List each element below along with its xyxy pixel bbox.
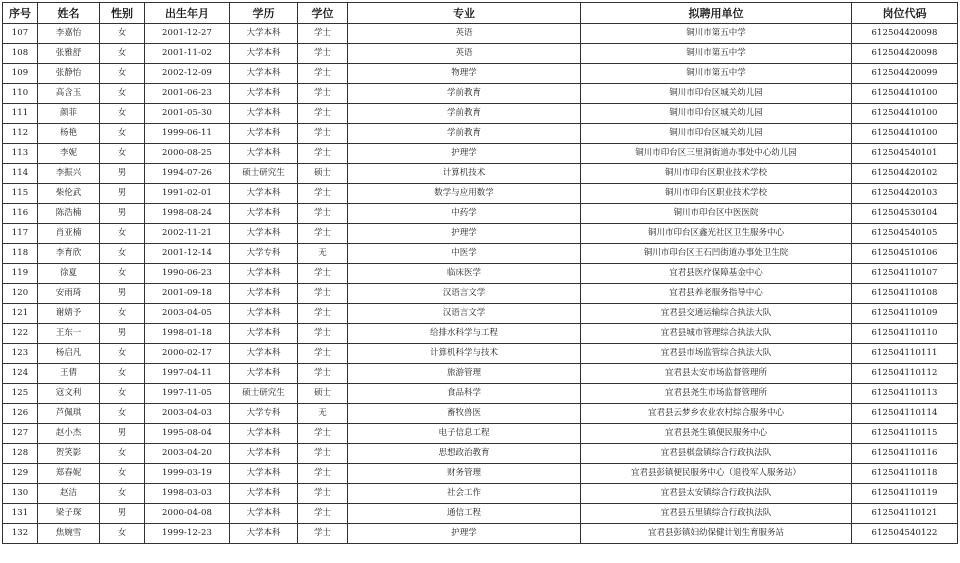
cell-position-code: 612504510106 [852,244,958,264]
cell-education: 硕士研究生 [230,164,298,184]
cell-degree: 学士 [298,424,348,444]
cell-major: 计算机技术 [348,164,581,184]
cell-name: 安雨琦 [38,284,100,304]
header-major: 专业 [348,3,581,24]
header-degree: 学位 [298,3,348,24]
cell-hiring-unit: 宜君县太安市场监督管理所 [581,364,852,384]
cell-birth-date: 2000-08-25 [145,144,230,164]
cell-education: 大学本科 [230,524,298,544]
cell-seq: 123 [3,344,38,364]
table-row [3,304,958,324]
cell-gender: 男 [100,204,145,224]
cell-gender: 女 [100,44,145,64]
cell-position-code: 612504110110 [852,324,958,344]
cell-position-code: 612504410100 [852,84,958,104]
cell-hiring-unit: 铜川市印台区王石凹街道办事处卫生院 [581,244,852,264]
header-hiring-unit: 拟聘用单位 [581,3,852,24]
cell-hiring-unit: 铜川市第五中学 [581,64,852,84]
cell-gender: 女 [100,404,145,424]
cell-major: 护理学 [348,224,581,244]
cell-gender: 女 [100,484,145,504]
cell-position-code: 612504110111 [852,344,958,364]
cell-seq: 129 [3,464,38,484]
cell-seq: 108 [3,44,38,64]
cell-major: 护理学 [348,524,581,544]
cell-education: 大学本科 [230,64,298,84]
cell-degree: 学士 [298,444,348,464]
cell-birth-date: 2003-04-05 [145,304,230,324]
cell-education: 大学本科 [230,204,298,224]
header-seq: 序号 [3,3,38,24]
cell-gender: 女 [100,224,145,244]
cell-position-code: 612504110109 [852,304,958,324]
cell-birth-date: 2001-09-18 [145,284,230,304]
table-row [3,204,958,224]
cell-gender: 男 [100,164,145,184]
cell-major: 畜牧兽医 [348,404,581,424]
table-body [3,24,958,544]
cell-birth-date: 1998-01-18 [145,324,230,344]
header-position-code: 岗位代码 [852,3,958,24]
cell-name: 徐夏 [38,264,100,284]
cell-birth-date: 2003-04-03 [145,404,230,424]
cell-birth-date: 1995-08-04 [145,424,230,444]
cell-major: 汉语言文学 [348,284,581,304]
cell-position-code: 612504110121 [852,504,958,524]
cell-seq: 122 [3,324,38,344]
cell-degree: 学士 [298,464,348,484]
table-row [3,384,958,404]
cell-seq: 124 [3,364,38,384]
cell-birth-date: 2003-04-20 [145,444,230,464]
cell-gender: 女 [100,344,145,364]
cell-degree: 学士 [298,524,348,544]
cell-gender: 女 [100,364,145,384]
cell-gender: 女 [100,524,145,544]
cell-birth-date: 1991-02-01 [145,184,230,204]
table-row [3,424,958,444]
cell-seq: 119 [3,264,38,284]
cell-position-code: 612504410100 [852,104,958,124]
table-row [3,224,958,244]
table-row [3,244,958,264]
cell-education: 大学本科 [230,224,298,244]
cell-gender: 女 [100,24,145,44]
cell-birth-date: 2000-02-17 [145,344,230,364]
cell-hiring-unit: 宜君县尧生市场监督管理所 [581,384,852,404]
cell-seq: 116 [3,204,38,224]
cell-name: 张雅舒 [38,44,100,64]
cell-gender: 女 [100,264,145,284]
table-row [3,464,958,484]
table-row [3,364,958,384]
cell-gender: 男 [100,424,145,444]
cell-education: 大学本科 [230,264,298,284]
cell-seq: 127 [3,424,38,444]
cell-gender: 女 [100,84,145,104]
cell-degree: 学士 [298,204,348,224]
table-row [3,524,958,544]
cell-gender: 女 [100,124,145,144]
cell-gender: 女 [100,384,145,404]
cell-birth-date: 1997-11-05 [145,384,230,404]
cell-major: 学前教育 [348,104,581,124]
cell-gender: 女 [100,444,145,464]
cell-major: 思想政治教育 [348,444,581,464]
cell-birth-date: 2000-04-08 [145,504,230,524]
cell-birth-date: 1999-06-11 [145,124,230,144]
cell-hiring-unit: 宜君县云梦乡农业农村综合服务中心 [581,404,852,424]
table-row [3,324,958,344]
cell-name: 梁子琛 [38,504,100,524]
cell-name: 寇文利 [38,384,100,404]
cell-seq: 110 [3,84,38,104]
cell-degree: 学士 [298,484,348,504]
cell-birth-date: 2001-12-14 [145,244,230,264]
cell-education: 大学本科 [230,344,298,364]
cell-major: 临床医学 [348,264,581,284]
cell-position-code: 612504540122 [852,524,958,544]
cell-name: 李育欣 [38,244,100,264]
cell-education: 大学本科 [230,284,298,304]
cell-birth-date: 2001-05-30 [145,104,230,124]
cell-position-code: 612504530104 [852,204,958,224]
cell-hiring-unit: 宜君县棋盘镇综合行政执法队 [581,444,852,464]
cell-seq: 111 [3,104,38,124]
cell-seq: 121 [3,304,38,324]
cell-hiring-unit: 铜川市印台区职业技术学校 [581,164,852,184]
cell-name: 芦佩琪 [38,404,100,424]
cell-position-code: 612504540101 [852,144,958,164]
cell-major: 护理学 [348,144,581,164]
cell-major: 食品科学 [348,384,581,404]
cell-education: 大学本科 [230,504,298,524]
cell-hiring-unit: 铜川市印台区城关幼儿园 [581,124,852,144]
cell-position-code: 612504110108 [852,284,958,304]
cell-education: 大学本科 [230,484,298,504]
cell-education: 大学本科 [230,304,298,324]
recruitment-table [2,2,958,544]
cell-position-code: 612504420098 [852,44,958,64]
cell-hiring-unit: 铜川市印台区职业技术学校 [581,184,852,204]
cell-education: 大学本科 [230,184,298,204]
cell-name: 王东一 [38,324,100,344]
cell-degree: 无 [298,404,348,424]
cell-education: 大学本科 [230,464,298,484]
cell-major: 汉语言文学 [348,304,581,324]
cell-hiring-unit: 宜君县彭镇妇幼保健计划生育服务站 [581,524,852,544]
cell-birth-date: 1998-08-24 [145,204,230,224]
cell-name: 陈浩楠 [38,204,100,224]
cell-degree: 学士 [298,184,348,204]
cell-seq: 120 [3,284,38,304]
cell-hiring-unit: 铜川市印台区城关幼儿园 [581,104,852,124]
cell-name: 张静怡 [38,64,100,84]
cell-name: 李妮 [38,144,100,164]
cell-name: 赵小杰 [38,424,100,444]
table-row [3,44,958,64]
cell-position-code: 612504110115 [852,424,958,444]
cell-major: 旅游管理 [348,364,581,384]
table-row [3,24,958,44]
cell-seq: 125 [3,384,38,404]
cell-degree: 学士 [298,364,348,384]
cell-hiring-unit: 铜川市第五中学 [581,44,852,64]
cell-education: 大学本科 [230,144,298,164]
cell-hiring-unit: 铜川市印台区中医医院 [581,204,852,224]
table-row [3,124,958,144]
cell-position-code: 612504110118 [852,464,958,484]
cell-education: 大学本科 [230,424,298,444]
cell-gender: 女 [100,464,145,484]
cell-major: 通信工程 [348,504,581,524]
cell-seq: 107 [3,24,38,44]
table-row [3,104,958,124]
cell-seq: 109 [3,64,38,84]
cell-name: 颜菲 [38,104,100,124]
cell-major: 财务管理 [348,464,581,484]
cell-gender: 女 [100,144,145,164]
cell-education: 大学本科 [230,104,298,124]
cell-birth-date: 2001-11-02 [145,44,230,64]
cell-name: 柴伦武 [38,184,100,204]
cell-gender: 男 [100,504,145,524]
cell-seq: 118 [3,244,38,264]
cell-name: 李振兴 [38,164,100,184]
cell-position-code: 612504410100 [852,124,958,144]
cell-major: 电子信息工程 [348,424,581,444]
cell-birth-date: 2001-12-27 [145,24,230,44]
header-birth-date: 出生年月 [145,3,230,24]
table-row [3,344,958,364]
cell-education: 大学本科 [230,24,298,44]
cell-hiring-unit: 宜君县交通运输综合执法大队 [581,304,852,324]
header-name: 姓名 [38,3,100,24]
cell-major: 社会工作 [348,484,581,504]
cell-education: 大学专科 [230,404,298,424]
cell-position-code: 612504110113 [852,384,958,404]
cell-hiring-unit: 铜川市印台区三里洞街道办事处中心幼儿园 [581,144,852,164]
table-row [3,484,958,504]
cell-seq: 115 [3,184,38,204]
cell-major: 计算机科学与技术 [348,344,581,364]
cell-education: 大学本科 [230,324,298,344]
header-gender: 性别 [100,3,145,24]
cell-degree: 学士 [298,84,348,104]
table-row [3,264,958,284]
cell-degree: 学士 [298,304,348,324]
cell-position-code: 612504420098 [852,24,958,44]
cell-major: 学前教育 [348,84,581,104]
cell-major: 中药学 [348,204,581,224]
cell-hiring-unit: 宜君县尧生镇便民服务中心 [581,424,852,444]
cell-position-code: 612504420099 [852,64,958,84]
cell-position-code: 612504110107 [852,264,958,284]
cell-seq: 117 [3,224,38,244]
cell-hiring-unit: 铜川市第五中学 [581,24,852,44]
cell-position-code: 612504110116 [852,444,958,464]
cell-name: 李嘉怡 [38,24,100,44]
cell-major: 英语 [348,24,581,44]
cell-position-code: 612504110114 [852,404,958,424]
cell-degree: 学士 [298,504,348,524]
cell-degree: 硕士 [298,384,348,404]
recruitment-list-sheet [2,2,957,544]
cell-degree: 无 [298,244,348,264]
cell-degree: 学士 [298,324,348,344]
cell-name: 郑春妮 [38,464,100,484]
cell-name: 杨艳 [38,124,100,144]
cell-seq: 113 [3,144,38,164]
table-row [3,504,958,524]
cell-gender: 男 [100,184,145,204]
header-education: 学历 [230,3,298,24]
cell-hiring-unit: 铜川市印台区城关幼儿园 [581,84,852,104]
cell-seq: 112 [3,124,38,144]
cell-education: 大学本科 [230,444,298,464]
cell-position-code: 612504110112 [852,364,958,384]
cell-degree: 学士 [298,104,348,124]
cell-seq: 126 [3,404,38,424]
cell-education: 大学本科 [230,124,298,144]
cell-birth-date: 2002-11-21 [145,224,230,244]
cell-gender: 女 [100,244,145,264]
cell-major: 学前教育 [348,124,581,144]
cell-education: 大学本科 [230,364,298,384]
cell-name: 赵洁 [38,484,100,504]
cell-major: 物理学 [348,64,581,84]
cell-gender: 女 [100,104,145,124]
cell-birth-date: 2002-12-09 [145,64,230,84]
table-row [3,284,958,304]
cell-name: 贺笑影 [38,444,100,464]
cell-seq: 128 [3,444,38,464]
cell-name: 焦婉雪 [38,524,100,544]
cell-birth-date: 1998-03-03 [145,484,230,504]
cell-degree: 学士 [298,24,348,44]
cell-degree: 学士 [298,144,348,164]
cell-education: 硕士研究生 [230,384,298,404]
cell-birth-date: 1999-12-23 [145,524,230,544]
table-row [3,84,958,104]
cell-seq: 130 [3,484,38,504]
cell-name: 谢婧予 [38,304,100,324]
cell-hiring-unit: 宜君县太安镇综合行政执法队 [581,484,852,504]
table-header-row [3,3,958,24]
table-row [3,444,958,464]
cell-name: 高含玉 [38,84,100,104]
cell-hiring-unit: 铜川市印台区鑫光社区卫生服务中心 [581,224,852,244]
cell-hiring-unit: 宜君县市场监管综合执法大队 [581,344,852,364]
cell-birth-date: 1997-04-11 [145,364,230,384]
cell-major: 中医学 [348,244,581,264]
cell-hiring-unit: 宜君县医疗保障基金中心 [581,264,852,284]
cell-degree: 学士 [298,284,348,304]
cell-education: 大学本科 [230,44,298,64]
cell-name: 杨启凡 [38,344,100,364]
cell-major: 数学与应用数学 [348,184,581,204]
cell-seq: 131 [3,504,38,524]
cell-birth-date: 2001-06-23 [145,84,230,104]
cell-hiring-unit: 宜君县彭镇便民服务中心（退役军人服务站） [581,464,852,484]
cell-degree: 学士 [298,64,348,84]
cell-major: 英语 [348,44,581,64]
table-row [3,144,958,164]
cell-position-code: 612504420102 [852,164,958,184]
table-row [3,184,958,204]
cell-degree: 硕士 [298,164,348,184]
cell-gender: 女 [100,304,145,324]
cell-name: 肖亚楠 [38,224,100,244]
cell-education: 大学专科 [230,244,298,264]
cell-education: 大学本科 [230,84,298,104]
table-row [3,404,958,424]
cell-gender: 男 [100,284,145,304]
cell-seq: 132 [3,524,38,544]
cell-degree: 学士 [298,44,348,64]
cell-seq: 114 [3,164,38,184]
cell-name: 王倩 [38,364,100,384]
cell-degree: 学士 [298,224,348,244]
cell-degree: 学士 [298,344,348,364]
cell-hiring-unit: 宜君县五里镇综合行政执法队 [581,504,852,524]
cell-birth-date: 1994-07-26 [145,164,230,184]
cell-degree: 学士 [298,264,348,284]
table-row [3,64,958,84]
cell-hiring-unit: 宜君县养老服务指导中心 [581,284,852,304]
cell-position-code: 612504540105 [852,224,958,244]
cell-degree: 学士 [298,124,348,144]
cell-gender: 女 [100,64,145,84]
cell-birth-date: 1999-03-19 [145,464,230,484]
cell-position-code: 612504420103 [852,184,958,204]
cell-gender: 男 [100,324,145,344]
cell-position-code: 612504110119 [852,484,958,504]
cell-birth-date: 1990-06-23 [145,264,230,284]
cell-hiring-unit: 宜君县城市管理综合执法大队 [581,324,852,344]
table-row [3,164,958,184]
cell-major: 给排水科学与工程 [348,324,581,344]
